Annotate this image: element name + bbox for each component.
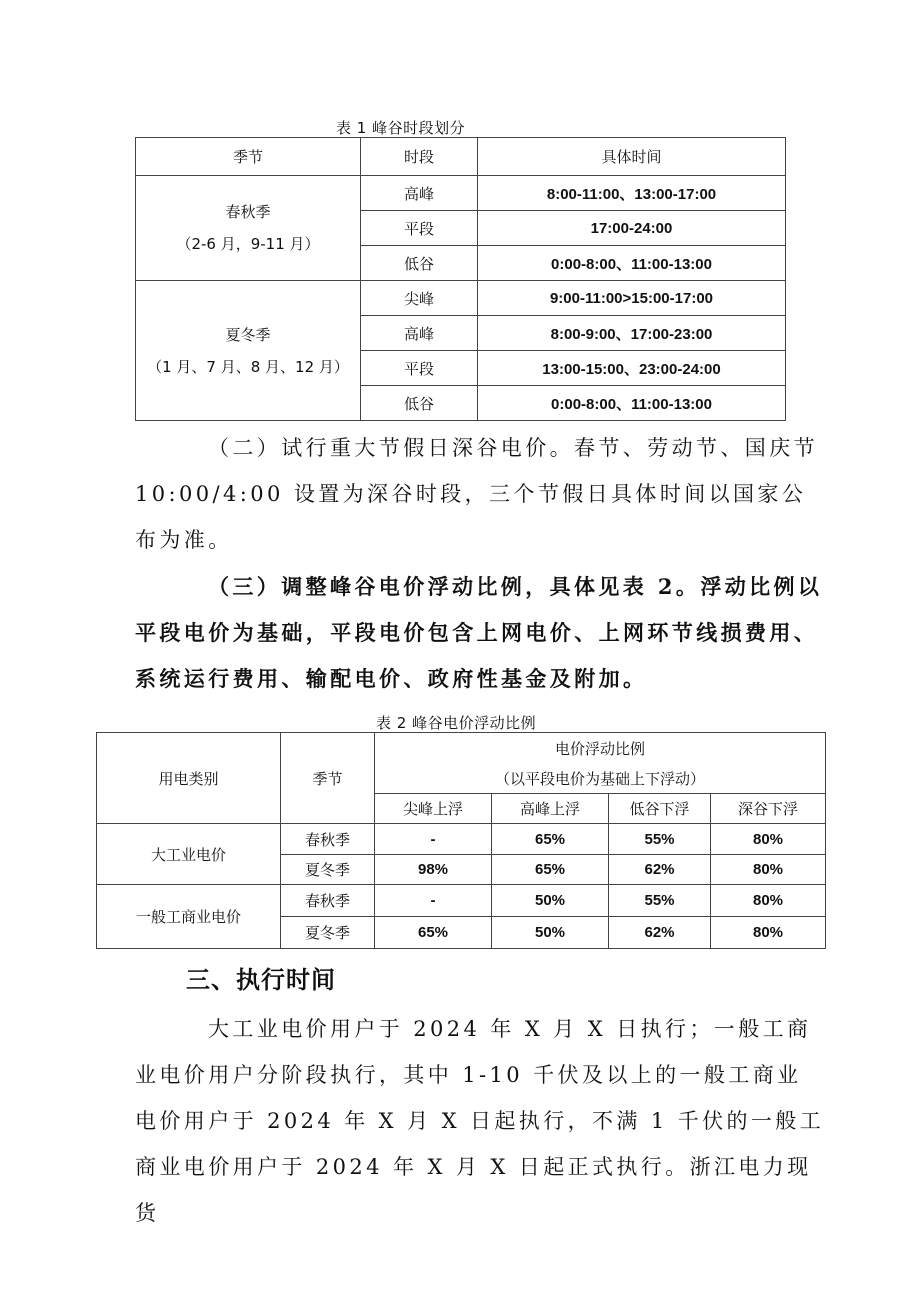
paragraph-float-ratio: （三）调整峰谷电价浮动比例，具体见表 2。浮动比例以平段电价为基础，平段电价包含上网电价、上网环节线损费用、系统运行费用、输配电价、政府性基金及附加。 [135, 574, 823, 691]
deep-valley-value: 80% [711, 824, 826, 855]
category-large-industry: 大工业电价 [97, 824, 281, 885]
valley-value: 62% [609, 917, 711, 949]
deep-valley-value: 80% [711, 855, 826, 885]
sharp-peak-value: 98% [375, 855, 492, 885]
table1-caption: 表 1 峰谷时段划分 [336, 119, 466, 137]
header-deep-valley: 深谷下浮 [711, 794, 826, 824]
header-season: 季节 [136, 138, 361, 176]
period-cell: 低谷 [361, 386, 478, 421]
valley-value: 55% [609, 824, 711, 855]
table-row [97, 885, 826, 917]
header-period: 时段 [361, 138, 478, 176]
header-peak: 高峰上浮 [492, 794, 609, 824]
table2-caption: 表 2 峰谷电价浮动比例 [376, 714, 537, 732]
period-cell: 高峰 [361, 316, 478, 351]
deep-valley-value: 80% [711, 917, 826, 949]
paragraph-execution-time: 大工业电价用户于 2024 年 X 月 X 日执行；一般工商业电价用户分阶段执行，其中 1-10 千伏及以上的一般工商业电价用户于 2024 年 X 月 X 日起执行，不满 1 千伏的一般工商业电价用户于 2024 年 X 月 X 日起正式执行。浙江电力现货 [135, 1017, 825, 1225]
period-cell: 低谷 [361, 246, 478, 281]
season-name: 春秋季 [225, 203, 271, 221]
sharp-peak-value: - [375, 885, 492, 917]
header-category: 用电类别 [97, 733, 281, 824]
table-header-row [97, 733, 826, 764]
season-cell-spring-autumn [136, 176, 361, 281]
season-cell: 夏冬季 [281, 917, 375, 949]
header-ratio: 电价浮动比例 [375, 733, 826, 764]
time-cell: 17:00-24:00 [478, 211, 786, 246]
table-header-row [136, 138, 786, 176]
sharp-peak-value: 65% [375, 917, 492, 949]
peak-value: 50% [492, 917, 609, 949]
peak-value: 65% [492, 824, 609, 855]
deep-valley-value: 80% [711, 885, 826, 917]
table-row [97, 824, 826, 855]
season-cell: 春秋季 [281, 885, 375, 917]
header-season: 季节 [281, 733, 375, 824]
category-general-commercial: 一般工商业电价 [97, 885, 281, 949]
time-cell: 9:00-11:00>15:00-17:00 [478, 281, 786, 316]
paragraph-holiday-deep-valley: （二）试行重大节假日深谷电价。春节、劳动节、国庆节 10:00/4:00 设置为深谷时段，三个节假日具体时间以国家公布为准。 [135, 436, 818, 552]
valley-value: 62% [609, 855, 711, 885]
section-heading: 三、执行时间 [186, 966, 336, 994]
season-cell: 春秋季 [281, 824, 375, 855]
header-ratio-note: （以平段电价为基础上下浮动） [375, 764, 826, 794]
header-time: 具体时间 [478, 138, 786, 176]
table-row [136, 176, 786, 211]
period-cell: 尖峰 [361, 281, 478, 316]
period-cell: 平段 [361, 351, 478, 386]
valley-value: 55% [609, 885, 711, 917]
season-name: 夏冬季 [225, 325, 271, 344]
peak-value: 65% [492, 855, 609, 885]
time-cell: 8:00-11:00、13:00-17:00 [478, 176, 786, 211]
time-of-use-table [135, 137, 786, 421]
time-cell: 13:00-15:00、23:00-24:00 [478, 351, 786, 386]
time-cell: 8:00-9:00、17:00-23:00 [478, 316, 786, 351]
price-float-table [96, 732, 826, 949]
time-cell: 0:00-8:00、11:00-13:00 [478, 386, 786, 421]
period-cell: 高峰 [361, 176, 478, 211]
season-cell: 夏冬季 [281, 855, 375, 885]
header-sharp-peak: 尖峰上浮 [375, 794, 492, 824]
peak-value: 50% [492, 885, 609, 917]
season-months: （2-6 月，9-11 月） [176, 235, 320, 253]
sharp-peak-value: - [375, 824, 492, 855]
season-cell-summer-winter [136, 281, 361, 421]
season-months: （1 月、7 月、8 月、12 月） [147, 357, 349, 376]
header-valley: 低谷下浮 [609, 794, 711, 824]
period-cell: 平段 [361, 211, 478, 246]
time-cell: 0:00-8:00、11:00-13:00 [478, 246, 786, 281]
table-row [136, 281, 786, 316]
